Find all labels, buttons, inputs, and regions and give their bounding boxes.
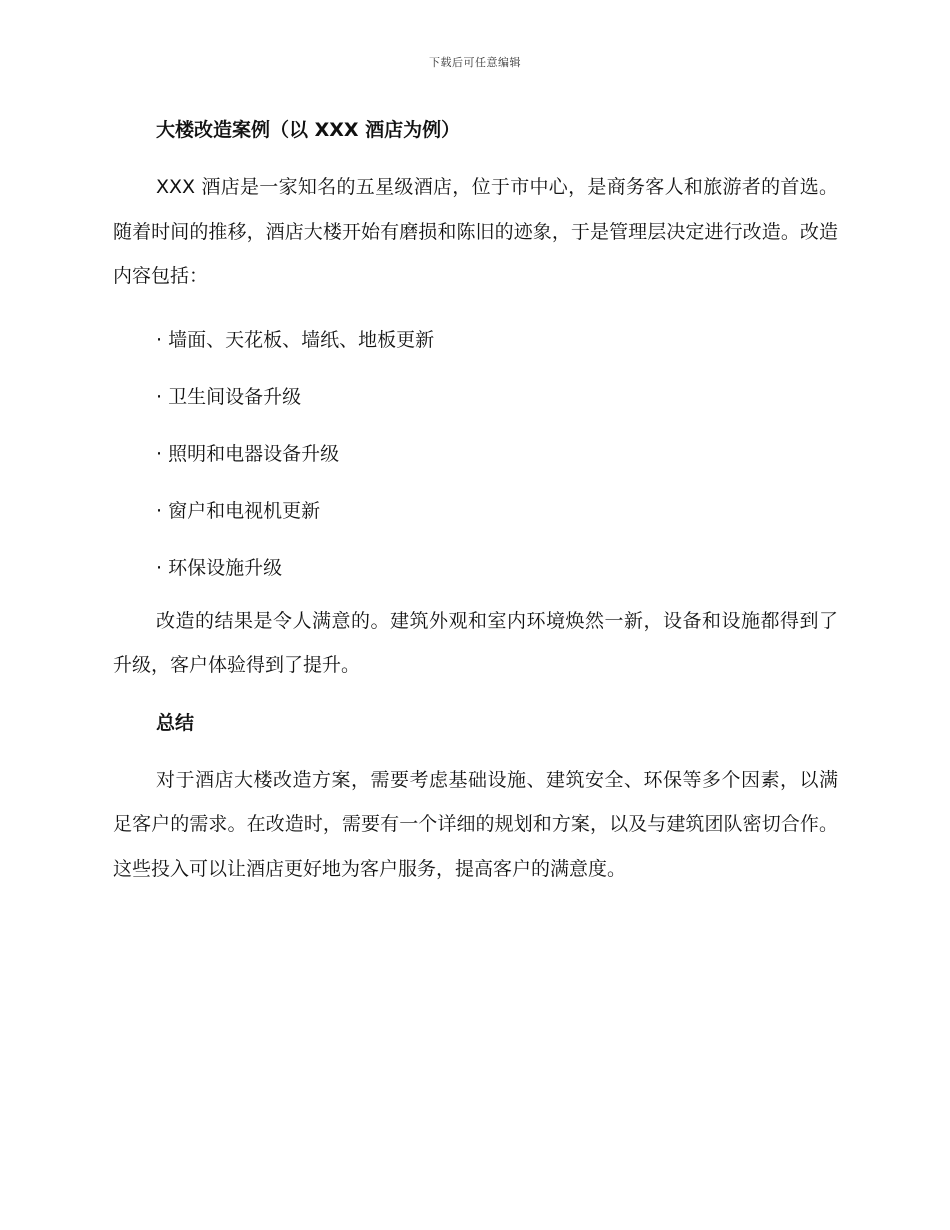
renovation-items-list [113, 312, 838, 597]
case-result-paragraph: 改造的结果是令人满意的。建筑外观和室内环境焕然一新，设备和设施都得到了升级，客户体验得到了提升。 [113, 609, 838, 676]
case-intro-paragraph: XXX 酒店是一家知名的五星级酒店，位于市中心，是商务客人和旅游者的首选。随着时间的推移，酒店大楼开始有磨损和陈旧的迹象，于是管理层决定进行改造。改造内容包括： [113, 176, 838, 287]
list-item: · 墙面、天花板、墙纸、地板更新 [156, 328, 435, 351]
document-body [113, 108, 838, 891]
section-heading-summary: 总结 [156, 711, 195, 734]
list-item: · 窗户和电视机更新 [156, 499, 321, 522]
list-item: · 卫生间设备升级 [156, 385, 302, 408]
section-heading-case: 大楼改造案例（以 XXX 酒店为例） [156, 119, 461, 141]
list-item: · 环保设施升级 [156, 556, 283, 579]
list-item: · 照明和电器设备升级 [156, 442, 340, 465]
summary-paragraph: 对于酒店大楼改造方案，需要考虑基础设施、建筑安全、环保等多个因素，以满足客户的需求。在改造时，需要有一个详细的规划和方案，以及与建筑团队密切合作。这些投入可以让酒店更好地为客户服务，提高客户的满意度。 [113, 768, 838, 880]
page-header-note: 下载后可任意编辑 [429, 56, 521, 69]
